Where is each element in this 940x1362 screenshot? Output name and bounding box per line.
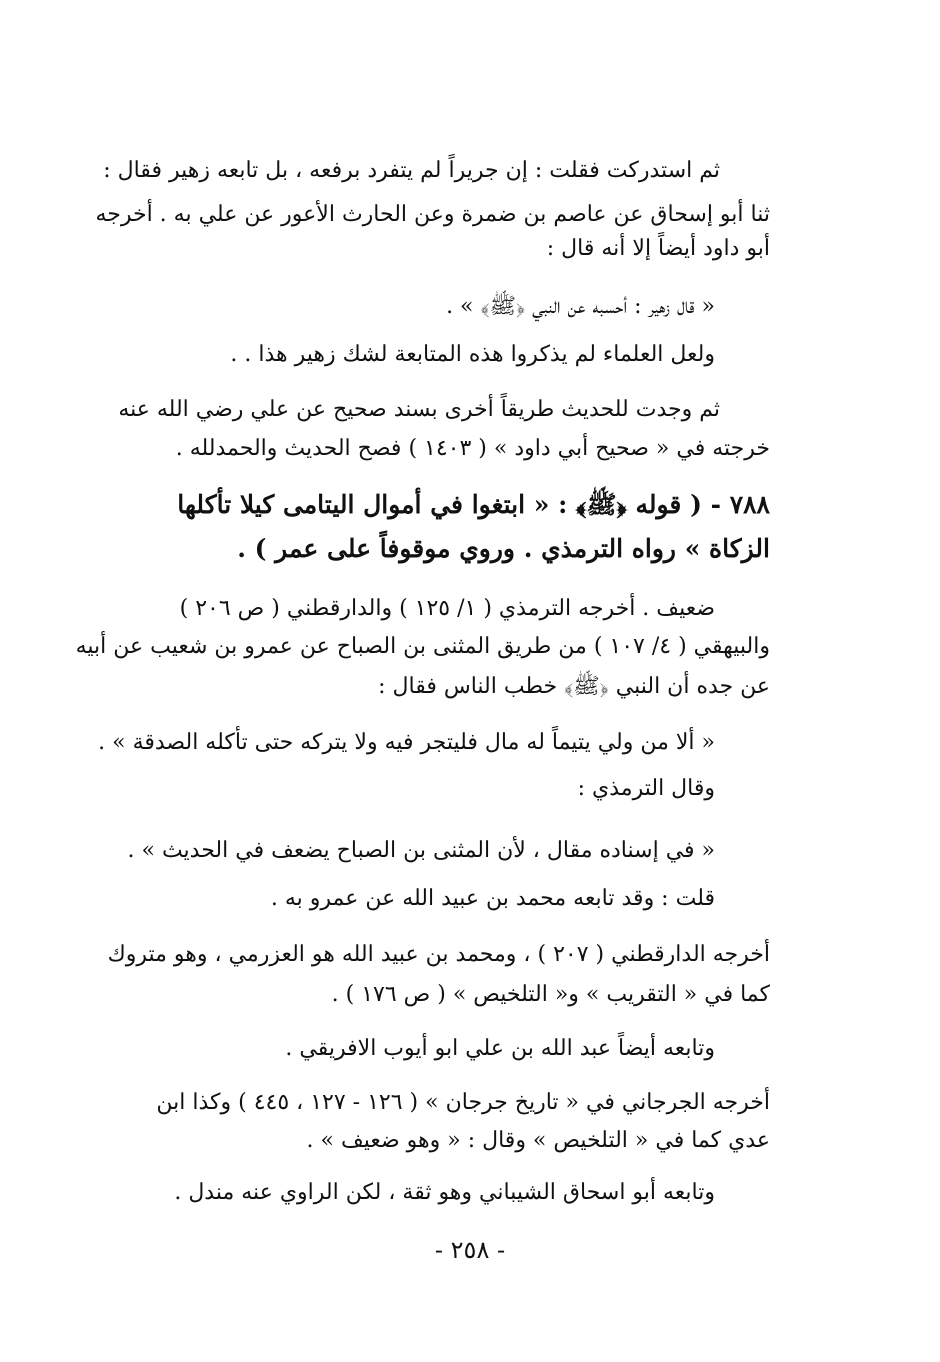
quote-line: « ألا من ولي يتيماً له مال فليتجر فيه ولا يتركه حتى تأكله الصدقة » . — [98, 730, 715, 755]
text-line: ثم وجدت للحديث طريقاً أخرى بسند صحيح عن علي رضي الله عنه — [118, 397, 720, 422]
quote-line: « في إسناده مقال ، لأن المثنى بن الصباح يضعف في الحديث » . — [127, 838, 715, 863]
hadith-heading-line: ٧٨٨ - ( قوله ﴿ﷺ﴾ : « ابتغوا في أموال اليتامى كيلا تأكلها — [177, 490, 770, 519]
text-line: أخرجه الجرجاني في « تاريخ جرجان » ( ١٢٦ - ١٢٧ ، ٤٤٥ ) وكذا ابن — [156, 1090, 770, 1115]
text-line: كما في « التقريب » و« التلخيص » ( ص ١٧٦ ) . — [331, 982, 770, 1007]
text-line: أبو داود أيضاً إلا أنه قال : — [546, 236, 770, 261]
text-line: ثنا أبو إسحاق عن عاصم بن ضمرة وعن الحارث الأعور عن علي به . أخرجه — [95, 202, 770, 227]
quote-line: « قال زهير : أحسبه عن النبي ﴿ﷺ﴾ » . — [446, 294, 715, 319]
text-line: ولعل العلماء لم يذكروا هذه المتابعة لشك زهير هذا . . — [230, 342, 715, 367]
text-line: عن جده أن النبي ﴿ﷺ﴾ خطب الناس فقال : — [378, 674, 770, 699]
hadith-heading-line: الزكاة » رواه الترمذي . وروي موقوفاً على عمر ) . — [237, 534, 770, 563]
text-line: والبيهقي ( ٤/ ١٠٧ ) من طريق المثنى بن الصباح عن عمرو بن شعيب عن أبيه — [75, 634, 770, 659]
text-line: أخرجه الدارقطني ( ٢٠٧ ) ، ومحمد بن عبيد الله هو العزرمي ، وهو متروك — [107, 942, 770, 967]
text-line: ضعيف . أخرجه الترمذي ( ١/ ١٢٥ ) والدارقطني ( ص ٢٠٦ ) — [179, 596, 715, 621]
text-line: خرجته في « صحيح أبي داود » ( ١٤٠٣ ) فصح الحديث والحمدلله . — [175, 436, 770, 461]
text-line: وتابعه أيضاً عبد الله بن علي ابو أيوب الافريقي . — [285, 1036, 715, 1061]
text-line: قلت : وقد تابعه محمد بن عبيد الله عن عمرو به . — [270, 886, 715, 911]
text-line: عدي كما في « التلخيص » وقال : « وهو ضعيف » . — [306, 1128, 770, 1153]
text-line: ثم استدركت فقلت : إن جريراً لم يتفرد برفعه ، بل تابعه زهير فقال : — [103, 158, 720, 183]
text-line: وقال الترمذي : — [577, 776, 715, 801]
page-number: - ٢٥٨ - — [434, 1236, 506, 1264]
text-line: وتابعه أبو اسحاق الشيباني وهو ثقة ، لكن الراوي عنه مندل . — [174, 1180, 715, 1205]
